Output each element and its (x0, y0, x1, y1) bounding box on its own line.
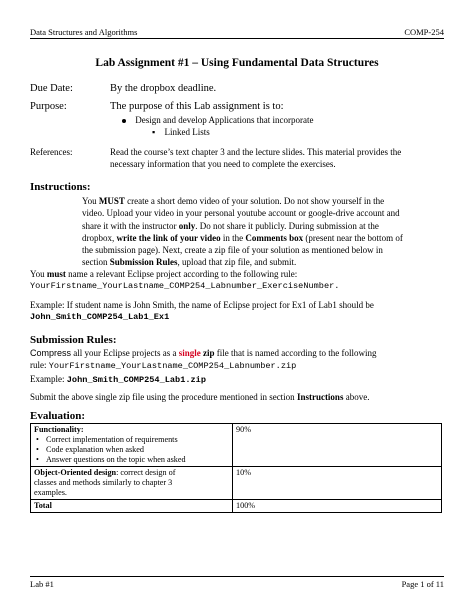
header-code: COMP-254 (404, 27, 444, 37)
oo-design-title: Object-Oriented design (34, 468, 117, 477)
functionality-title: Functionality: (34, 425, 84, 434)
submission-line-2: rule: YourFirstname_YourLastname_COMP254_Labnumber.zip (30, 360, 297, 372)
evaluation-heading: Evaluation: (30, 410, 86, 422)
footer-lab: Lab #1 (30, 579, 54, 589)
header-rule (30, 38, 444, 39)
instructions-line-1: You MUST create a short demo video of your solution. Do not show yourself in the (82, 196, 385, 206)
instructions-line-2: video. Upload your video in your personal youtube account or google-drive account and (82, 208, 400, 219)
naming-line: You must name a relevant Eclipse project according to the following rule: (30, 269, 298, 279)
list-item: • Answer questions on the topic when asked (34, 455, 229, 465)
instructions-line-5: the submission page). Next, create a zip file of your solution as mentioned below in (82, 245, 383, 256)
references-line-2: necessary information that you need to complete the exercises. (110, 159, 336, 169)
table-cell: Object-Oriented design: correct design of classes and methods similarly to chapter 3 examples. (31, 467, 233, 500)
total-title: Total (34, 501, 52, 510)
instructions-line-3: share it with the instructor only. Do not share it publicly. During submission at the (82, 220, 379, 231)
table-cell (31, 424, 233, 467)
page-title: Lab Assignment #1 – Using Fundamental Data Structures (95, 57, 379, 69)
list-item: • Correct implementation of requirements (34, 435, 229, 445)
submission-line-4: Submit the above single zip file using the procedure mentioned in section Instructions above. (30, 392, 370, 402)
header-course: Data Structures and Algorithms (30, 27, 138, 37)
naming-rule: YourFirstname_YourLastname_COMP254_Labnumber_ExerciseNumber. (30, 281, 340, 291)
instructions-line-4: dropbox, write the link of your video in the Comments box (present near the bottom of (82, 232, 403, 243)
list-item: • Code explanation when asked (34, 445, 229, 455)
instructions-line-6: section Submission Rules, upload that zip file, and submit. (82, 257, 297, 268)
references-label: References: (30, 147, 73, 157)
purpose-bullet-1 (122, 114, 313, 126)
bullet-icon: ▪ (152, 127, 156, 137)
submission-line-3: Example: John_Smith_COMP254_Lab1.zip (30, 373, 206, 385)
purpose-bullet-2 (152, 126, 210, 138)
footer-page-number: Page 1 of 11 (401, 579, 444, 589)
submission-heading: Submission Rules: (30, 334, 117, 346)
bullet-icon (122, 119, 126, 123)
table-row (31, 500, 442, 513)
table-cell: 10% (233, 467, 442, 500)
instructions-heading: Instructions: (30, 181, 91, 193)
table-row (31, 467, 442, 500)
evaluation-table (30, 423, 442, 513)
purpose-bullet-2-text: Linked Lists (164, 127, 210, 137)
due-value: By the dropbox deadline. (110, 83, 217, 94)
submission-line-1: Compress all your Eclipse projects as a single zip file that is named according to the following (30, 348, 377, 358)
naming-example-name: John_Smith_COMP254_Lab1_Ex1 (30, 312, 170, 322)
table-row (31, 424, 442, 467)
purpose-label: Purpose: (30, 101, 67, 112)
table-cell: 100% (233, 500, 442, 513)
due-label: Due Date: (30, 83, 73, 94)
naming-example: Example: If student name is John Smith, the name of Eclipse project for Ex1 of Lab1 should be (30, 300, 374, 310)
instructions-paragraph (82, 195, 444, 269)
submission-paragraph (30, 347, 444, 386)
footer-rule (30, 576, 444, 577)
references-line-1: Read the course’s text chapter 3 and the lecture slides. This material provides the (110, 147, 402, 157)
purpose-bullet-1-text: Design and develop Applications that incorporate (135, 115, 314, 125)
purpose-value: The purpose of this Lab assignment is to: (110, 101, 284, 112)
table-cell (31, 500, 233, 513)
table-cell: 90% (233, 424, 442, 467)
